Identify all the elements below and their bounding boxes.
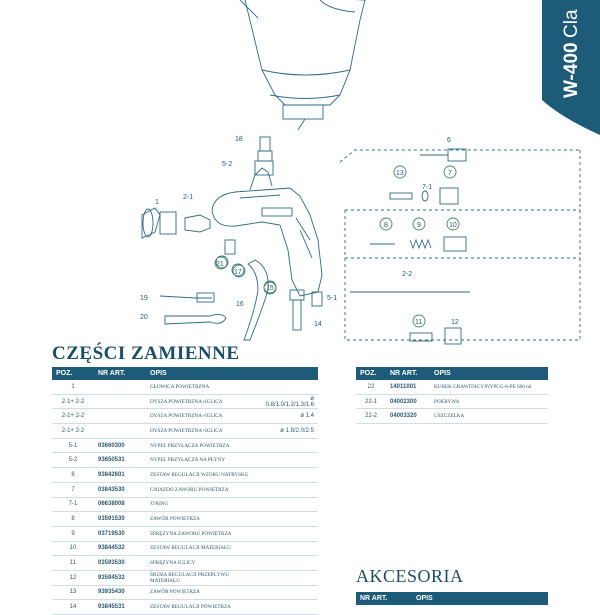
callout-label: 8 (384, 222, 388, 229)
col-header-pos: POZ. (356, 367, 386, 380)
cell-desc: 'O'RING (146, 497, 257, 512)
cell-art (94, 424, 146, 439)
callout-label: 20 (140, 314, 148, 321)
cell-art (94, 394, 146, 409)
cell-size (257, 556, 318, 571)
cell-size (257, 380, 318, 394)
callout-label: 11 (415, 319, 423, 326)
callout-label: 16 (236, 301, 244, 308)
cell-desc: GŁOWICA POWIETRZNA (146, 380, 257, 394)
cell-desc: SPRĘŻYNA ZAWORU POWIETRZA (146, 526, 257, 541)
table-row (52, 526, 318, 541)
callout-label: 17 (234, 269, 242, 276)
callout-label: 7-1 (422, 184, 433, 191)
cell-desc: ZESTAW REGULACJI POWIETRZA (146, 600, 257, 615)
cell-pos: 2-1+ 2-2 (52, 424, 94, 439)
table-row (52, 512, 318, 527)
cell-desc: ZESTAW REGULACJI MATERIAŁU (146, 541, 257, 556)
table-row (52, 482, 318, 497)
spare-parts-title: CZĘŚCI ZAMIENNE (52, 343, 240, 364)
cell-art: 03593530 (94, 556, 146, 571)
cell-size (257, 512, 318, 527)
cell-desc: DYSZA POWIETRZNA+IGLICA (146, 394, 257, 409)
col-header-art: NR ART. (94, 367, 146, 380)
cell-art: 93844532 (94, 541, 146, 556)
cell-art: 93594532 (94, 570, 146, 585)
cup-parts-rows (356, 380, 548, 424)
model-tab (552, 8, 592, 98)
cell-size (257, 570, 318, 585)
cell-desc: ZAWÓR POWIETRZA (146, 512, 257, 527)
callout-label: 6 (447, 137, 451, 144)
callout-label: 21 (216, 261, 224, 268)
model-suffix: Cla (561, 9, 582, 39)
cell-pos: 22 (356, 380, 386, 394)
col-header-desc: OPIS (430, 367, 548, 380)
cell-art: 93650531 (94, 453, 146, 468)
accessories-title: AKCESORIA (356, 566, 464, 586)
cell-desc: NYPEL PRZYŁĄCZA POWIETRZA (146, 438, 257, 453)
table-row (52, 380, 318, 394)
table-row (52, 394, 318, 409)
cell-desc: DYSZA POWIETRZNA+IGLICA (146, 424, 257, 439)
callout-label: 19 (140, 295, 148, 302)
cell-desc: POKRYWA (430, 394, 548, 409)
cell-pos: 5-1 (52, 438, 94, 453)
callout-label: 18 (235, 136, 243, 143)
table-row (52, 497, 318, 512)
model-name: W-400 (561, 42, 582, 98)
cell-pos: 22-2 (356, 409, 386, 424)
cell-art: 93935430 (94, 585, 146, 600)
cell-pos: 22-1 (356, 394, 386, 409)
cell-art: 93842601 (94, 468, 146, 483)
cell-desc: SPRĘŻYNA IGLICY (146, 556, 257, 571)
cell-art: 04002300 (386, 394, 430, 409)
col-header-art: NR ART. (386, 367, 430, 380)
table-row (356, 409, 548, 424)
table-row (52, 556, 318, 571)
callout-label: 7 (448, 170, 452, 177)
table-row (52, 438, 318, 453)
spare-parts-rows (52, 380, 318, 615)
cell-art: 03719530 (94, 526, 146, 541)
cell-size (257, 600, 318, 615)
cell-pos: 11 (52, 556, 94, 571)
cell-size: ø 1.8/2.0/2.5 (257, 424, 318, 439)
cell-art: 03843530 (94, 482, 146, 497)
cup-shape (245, 0, 365, 105)
cell-art: 14011001 (386, 380, 430, 394)
cell-desc: ŚRUBA REGULACJI PRZEPŁYWU MATERIAŁU (146, 570, 257, 585)
cell-desc: ZESTAW REGULACJI WZORU NATRYSKU (146, 468, 257, 483)
table-row (52, 453, 318, 468)
callout-label: 9 (417, 222, 421, 229)
table-row (356, 394, 548, 409)
cell-art (94, 380, 146, 394)
cell-pos: 5-2 (52, 453, 94, 468)
cell-art: 06638008 (94, 497, 146, 512)
callout-label: 5-1 (327, 295, 338, 302)
callout-label: 13 (396, 170, 404, 177)
table-row (52, 585, 318, 600)
accessories-table (356, 592, 548, 605)
cell-pos: 13 (52, 585, 94, 600)
cell-desc: NYPEL PRZYŁĄCZA NA PŁYNY (146, 453, 257, 468)
table-row (52, 424, 318, 439)
cell-desc: KUBEK GRAWITACYJNYPCG-6-PE 600 ml (430, 380, 548, 394)
cell-pos: 7 (52, 482, 94, 497)
callout-label: 10 (449, 222, 457, 229)
cell-pos: 12 (52, 570, 94, 585)
cell-size (257, 468, 318, 483)
cell-size: ø 1.4 (257, 409, 318, 424)
cell-pos: 1 (52, 380, 94, 394)
cell-size (257, 453, 318, 468)
table-row (52, 409, 318, 424)
cell-art: 93845531 (94, 600, 146, 615)
callout-label: 5-2 (222, 161, 233, 168)
cell-art: 03660300 (94, 438, 146, 453)
cell-pos: 2-1+ 2-2 (52, 409, 94, 424)
cell-art: 04003320 (386, 409, 430, 424)
callout-label: 14 (314, 321, 322, 328)
table-row (52, 600, 318, 615)
cup-parts-table (356, 367, 548, 424)
cell-size (257, 482, 318, 497)
cell-desc: ZAWÓR POWIETRZA (146, 585, 257, 600)
col-header-pos: POZ. (52, 367, 94, 380)
cell-pos: 2-1+ 2-2 (52, 394, 94, 409)
cell-pos: 6 (52, 468, 94, 483)
cell-desc: DYSZA POWIETRZNA+IGLICA (146, 409, 257, 424)
callout-label: 2-1 (183, 194, 194, 201)
table-row (52, 541, 318, 556)
cell-size (257, 497, 318, 512)
cell-pos: 9 (52, 526, 94, 541)
table-row (52, 468, 318, 483)
cell-pos: 14 (52, 600, 94, 615)
callout-label: 12 (451, 319, 459, 326)
col-header-desc: OPIS (412, 592, 548, 605)
col-header-desc: OPIS (146, 367, 318, 380)
cell-desc: USZCZELKA (430, 409, 548, 424)
cell-pos: 7-1 (52, 497, 94, 512)
cell-pos: 10 (52, 541, 94, 556)
trigger (244, 260, 268, 340)
cell-size: ø 0.8/1.0/1.2/1.3/1.6 (257, 394, 318, 409)
cell-pos: 8 (52, 512, 94, 527)
table-row (356, 380, 548, 394)
callout-label: 2-2 (402, 271, 413, 278)
table-row (52, 570, 318, 585)
callout-label: 1 (155, 199, 159, 206)
spare-parts-table (52, 367, 318, 615)
cell-size (257, 541, 318, 556)
cell-art: 03591530 (94, 512, 146, 527)
cell-size (257, 438, 318, 453)
cell-desc: GNIAZDO ZAWORU POWIETRZA (146, 482, 257, 497)
callout-label: 15 (266, 285, 274, 292)
col-header-art: NR ART. (356, 592, 412, 605)
cell-art (94, 409, 146, 424)
cell-size (257, 526, 318, 541)
cell-size (257, 585, 318, 600)
